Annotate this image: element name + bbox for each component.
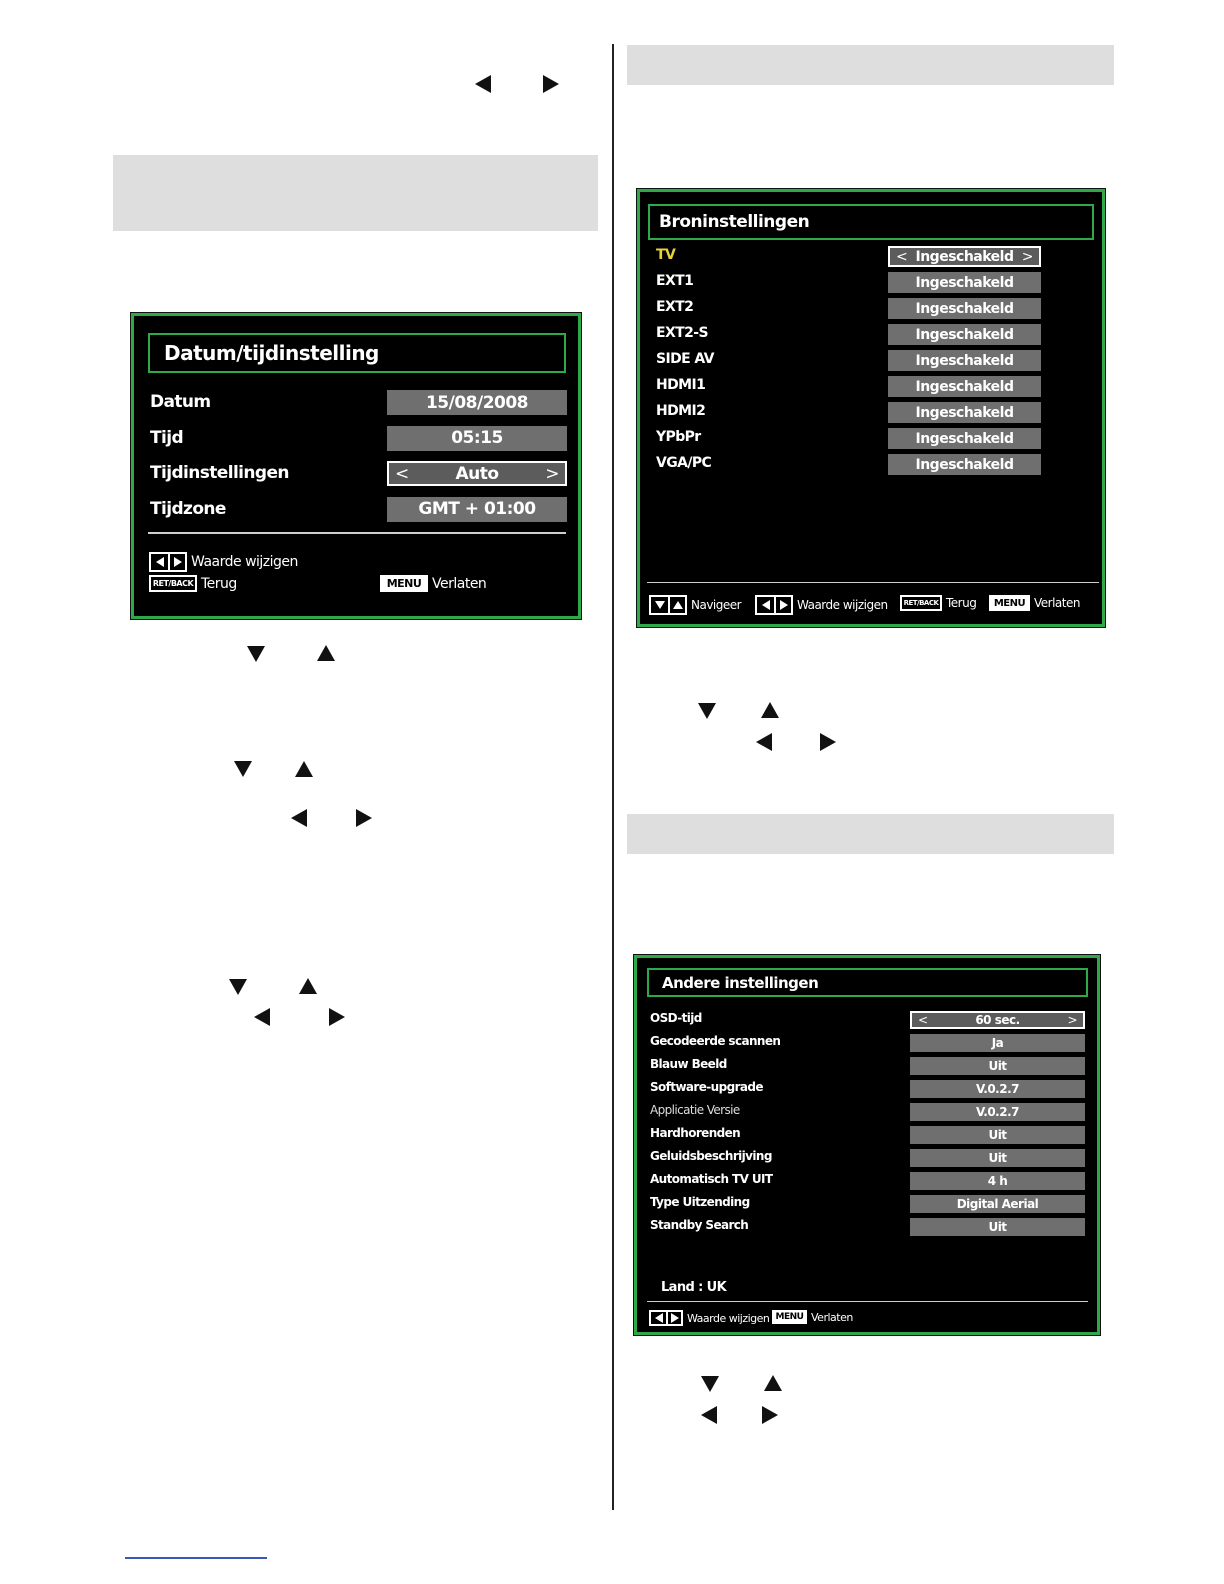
setting-value[interactable]: 4 h	[910, 1172, 1085, 1190]
setting-label: YPbPr	[656, 429, 701, 445]
hint-exit	[380, 575, 486, 592]
arrow-down-icon	[698, 703, 716, 719]
arrow-left-icon	[701, 1406, 717, 1424]
andere-screen	[634, 955, 1100, 1335]
setting-label: HDMI1	[656, 377, 706, 393]
setting-value[interactable]: Uit	[910, 1149, 1085, 1167]
setting-value-selector[interactable]	[910, 1011, 1085, 1029]
setting-label: Tijdinstellingen	[150, 463, 289, 483]
chevron-right-icon[interactable]: >	[545, 463, 559, 484]
setting-label: Hardhorenden	[650, 1126, 741, 1140]
arrow-right-icon	[356, 809, 372, 827]
hint-back	[149, 575, 237, 592]
hint-change-value	[755, 595, 888, 615]
setting-value-text: Auto	[455, 463, 499, 484]
chevron-right-icon[interactable]: >	[1067, 1013, 1077, 1027]
setting-label: Blauw Beeld	[650, 1057, 727, 1071]
arrow-up-icon	[764, 1375, 782, 1391]
setting-value[interactable]: Ingeschakeld	[888, 402, 1041, 423]
setting-value-text: Ingeschakeld	[915, 248, 1014, 265]
setting-value[interactable]: 15/08/2008	[387, 390, 567, 415]
bron-screen	[637, 189, 1105, 627]
arrow-down-icon	[234, 761, 252, 777]
setting-value-selector[interactable]	[888, 246, 1041, 267]
hint-change-label: Waarde wijzigen	[797, 598, 888, 612]
section-band-right-bottom	[627, 814, 1114, 854]
hint-back-label: Terug	[946, 596, 977, 610]
arrow-up-icon	[295, 761, 313, 777]
left-right-key-icon	[755, 595, 793, 615]
setting-label: Tijd	[150, 427, 184, 448]
setting-value[interactable]: Ja	[910, 1034, 1085, 1052]
menu-key-icon: MENU	[380, 575, 428, 592]
arrow-left-icon	[254, 1008, 270, 1026]
arrow-left-icon	[291, 809, 307, 827]
setting-label: Geluidsbeschrijving	[650, 1149, 772, 1163]
arrow-right-icon	[329, 1008, 345, 1026]
arrow-right-icon	[820, 733, 836, 751]
hint-change-value	[649, 1310, 769, 1326]
hint-back-label: Terug	[201, 575, 237, 592]
hint-navigate	[649, 595, 741, 615]
setting-value[interactable]: Ingeschakeld	[888, 272, 1041, 293]
bron-separator	[647, 582, 1099, 583]
setting-label: EXT1	[656, 273, 694, 289]
setting-value[interactable]: V.0.2.7	[910, 1103, 1085, 1121]
setting-value-selector[interactable]	[387, 461, 567, 486]
setting-label: Applicatie Versie	[650, 1103, 740, 1117]
arrow-right-icon	[762, 1406, 778, 1424]
setting-value[interactable]: Ingeschakeld	[888, 350, 1041, 371]
arrow-up-icon	[761, 702, 779, 718]
arrow-up-icon	[299, 978, 317, 994]
column-divider	[612, 44, 614, 1510]
datum-tijd-title: Datum/tijdinstelling	[148, 333, 566, 373]
menu-key-icon: MENU	[772, 1310, 807, 1324]
setting-value[interactable]: Digital Aerial	[910, 1195, 1085, 1213]
setting-value[interactable]: Uit	[910, 1057, 1085, 1075]
andere-title: Andere instellingen	[647, 968, 1088, 997]
hint-exit	[989, 595, 1080, 611]
hint-exit-label: Verlaten	[1034, 596, 1080, 610]
menu-key-icon: MENU	[989, 595, 1030, 611]
setting-label: Gecodeerde scannen	[650, 1034, 781, 1048]
setting-value[interactable]: 05:15	[387, 426, 567, 451]
datum-tijd-separator	[148, 532, 566, 534]
chevron-left-icon[interactable]: <	[896, 248, 908, 265]
hint-exit	[772, 1310, 853, 1324]
setting-value[interactable]: Ingeschakeld	[888, 428, 1041, 449]
setting-label: Datum	[150, 392, 211, 412]
setting-label: Software-upgrade	[650, 1080, 763, 1094]
hint-change-label: Waarde wijzigen	[191, 554, 298, 570]
left-right-key-icon	[649, 1310, 683, 1326]
setting-label: VGA/PC	[656, 455, 712, 471]
hint-navigate-label: Navigeer	[691, 598, 742, 612]
hint-back	[900, 595, 976, 611]
setting-label: Standby Search	[650, 1218, 749, 1232]
left-right-key-icon	[149, 552, 187, 572]
section-band-left	[113, 155, 598, 231]
arrow-left-icon	[756, 733, 772, 751]
country-label: Land : UK	[661, 1280, 727, 1295]
arrow-down-icon	[701, 1376, 719, 1392]
setting-label: EXT2	[656, 299, 694, 315]
setting-label: SIDE AV	[656, 351, 714, 367]
setting-label: OSD-tijd	[650, 1011, 702, 1025]
hint-change-value	[149, 552, 298, 572]
section-band-right-top	[627, 45, 1114, 85]
setting-value[interactable]: Ingeschakeld	[888, 454, 1041, 475]
setting-value-text: 60 sec.	[975, 1013, 1020, 1027]
hint-change-label: Waarde wijzigen	[687, 1311, 770, 1325]
setting-value[interactable]: Uit	[910, 1126, 1085, 1144]
andere-separator	[647, 1301, 1088, 1302]
hint-exit-label: Verlaten	[811, 1310, 853, 1324]
arrow-up-icon	[317, 645, 335, 661]
arrow-right-icon	[543, 75, 559, 93]
setting-label: Type Uitzending	[650, 1195, 750, 1209]
datum-tijd-screen	[131, 313, 581, 619]
setting-label: TV	[656, 247, 676, 263]
setting-value[interactable]: Ingeschakeld	[888, 324, 1041, 345]
setting-value[interactable]: Uit	[910, 1218, 1085, 1236]
ret-back-key-icon: RET/BACK	[900, 595, 942, 611]
arrow-down-icon	[229, 979, 247, 995]
chevron-left-icon[interactable]: <	[395, 463, 409, 484]
ret-back-key-icon: RET/BACK	[149, 575, 197, 592]
arrow-down-icon	[247, 646, 265, 662]
hint-exit-label: Verlaten	[432, 575, 487, 592]
down-up-key-icon	[649, 595, 687, 615]
setting-value[interactable]: Ingeschakeld	[888, 376, 1041, 397]
setting-label: EXT2-S	[656, 325, 708, 341]
chevron-right-icon[interactable]: >	[1021, 248, 1033, 265]
setting-label: HDMI2	[656, 403, 706, 419]
bron-title: Broninstellingen	[648, 204, 1094, 240]
setting-value[interactable]: GMT + 01:00	[387, 497, 567, 522]
setting-label: Tijdzone	[150, 498, 226, 519]
setting-value[interactable]: Ingeschakeld	[888, 298, 1041, 319]
footnote-rule	[125, 1557, 267, 1559]
setting-value[interactable]: V.0.2.7	[910, 1080, 1085, 1098]
arrow-left-icon	[475, 75, 491, 93]
setting-label: Automatisch TV UIT	[650, 1172, 773, 1186]
chevron-left-icon[interactable]: <	[918, 1013, 928, 1027]
